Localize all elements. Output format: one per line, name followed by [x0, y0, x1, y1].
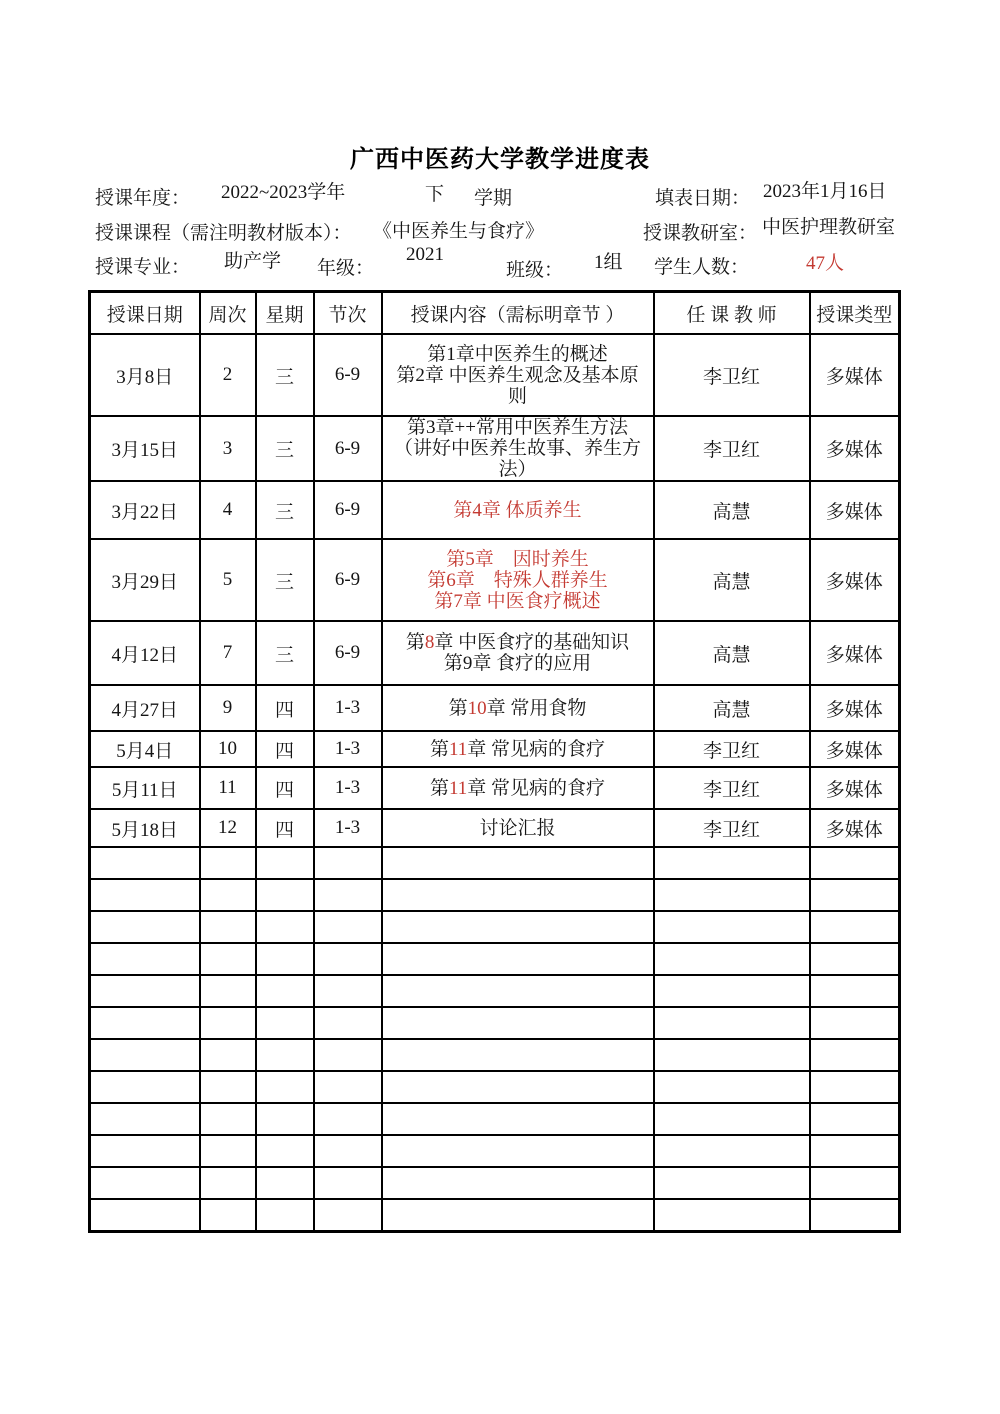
cell-empty — [654, 879, 810, 911]
cell-empty — [256, 1167, 314, 1199]
course-value: 《中医养生与食疗》 — [373, 221, 545, 242]
header-weekday: 星期 — [256, 292, 314, 335]
cell-empty — [654, 1167, 810, 1199]
cell-period: 6-9 — [314, 621, 382, 685]
content-segment: 第 — [405, 632, 425, 653]
cell-teacher: 高慧 — [654, 481, 810, 539]
cell-empty — [382, 911, 654, 943]
cell-period: 6-9 — [314, 416, 382, 481]
cell-empty — [810, 911, 900, 943]
cell-empty — [256, 975, 314, 1007]
cell-empty — [90, 879, 200, 911]
cell-empty — [256, 1135, 314, 1167]
cell-content — [382, 334, 654, 416]
table-header-row — [90, 292, 900, 335]
cell-empty — [382, 1071, 654, 1103]
cell-empty — [810, 1167, 900, 1199]
cell-content — [382, 539, 654, 621]
cell-content — [382, 685, 654, 731]
table-header-row-inner — [90, 292, 900, 335]
cell-teacher: 李卫红 — [654, 334, 810, 416]
content-segment: 章 常见病的食疗 — [467, 777, 606, 799]
cell-empty — [382, 1007, 654, 1039]
table-body — [90, 334, 900, 1231]
fill-date-label: 填表日期： — [655, 188, 751, 209]
cell-week: 10 — [200, 731, 256, 767]
cell-empty — [200, 975, 256, 1007]
cell-empty — [382, 975, 654, 1007]
header-week: 周次 — [200, 292, 256, 335]
cell-weekday: 四 — [256, 767, 314, 809]
header-date: 授课日期 — [90, 292, 200, 335]
cell-week: 2 — [200, 334, 256, 416]
cell-empty — [314, 1071, 382, 1103]
content-segment-red: 第7章 中医食疗概述 — [434, 590, 601, 612]
cell-empty — [654, 847, 810, 879]
table-empty-row — [90, 879, 900, 911]
content-segment-red: 10 — [467, 697, 487, 719]
cell-weekday: 三 — [256, 621, 314, 685]
content-segment: 第 — [448, 697, 468, 719]
students-label: 学生人数： — [654, 257, 750, 278]
cell-period: 1-3 — [314, 809, 382, 847]
table-row — [90, 539, 900, 621]
content-segment: 章 中医食疗的基础知识 — [434, 632, 630, 653]
content-line — [383, 739, 653, 760]
content-line — [383, 417, 653, 438]
content-segment: （讲好中医养生故事、养生方 — [393, 438, 641, 459]
cell-type: 多媒体 — [810, 539, 900, 621]
cell-empty — [314, 911, 382, 943]
cell-empty — [382, 1039, 654, 1071]
content-segment: 第9章 食疗的应用 — [443, 653, 592, 674]
cell-week: 3 — [200, 416, 256, 481]
table-empty-row — [90, 1071, 900, 1103]
cell-empty — [256, 1199, 314, 1231]
table-row — [90, 481, 900, 539]
cell-empty — [90, 943, 200, 975]
cell-type: 多媒体 — [810, 621, 900, 685]
content-line — [383, 365, 653, 386]
cell-content — [382, 621, 654, 685]
cell-empty — [314, 1135, 382, 1167]
content-segment: 第3章++常用中医养生方法 — [407, 417, 628, 438]
cell-type: 多媒体 — [810, 685, 900, 731]
cell-empty — [256, 1039, 314, 1071]
major-label: 授课专业： — [95, 257, 191, 278]
content-line — [383, 438, 653, 459]
course-label: 授课课程（需注明教材版本）： — [95, 223, 352, 244]
cell-empty — [382, 1199, 654, 1231]
content-line — [383, 778, 653, 799]
table-empty-row — [90, 1167, 900, 1199]
cell-empty — [654, 975, 810, 1007]
table-row — [90, 334, 900, 416]
year-label: 授课年度： — [95, 188, 191, 209]
semester-suffix: 学期 — [474, 188, 513, 209]
content-line — [383, 459, 653, 480]
content-segment: 章 常见病的食疗 — [467, 738, 606, 760]
table-empty-row — [90, 911, 900, 943]
cell-period: 6-9 — [314, 539, 382, 621]
cell-type: 多媒体 — [810, 416, 900, 481]
cell-empty — [90, 847, 200, 879]
content-line — [383, 570, 653, 591]
cell-week: 12 — [200, 809, 256, 847]
cell-content — [382, 767, 654, 809]
cell-empty — [256, 1007, 314, 1039]
cell-period: 6-9 — [314, 334, 382, 416]
content-line — [383, 591, 653, 612]
cell-empty — [810, 1007, 900, 1039]
cell-weekday: 三 — [256, 416, 314, 481]
cell-empty — [200, 1039, 256, 1071]
cell-type: 多媒体 — [810, 809, 900, 847]
cell-date: 3月15日 — [90, 416, 200, 481]
content-line — [383, 632, 653, 653]
cell-empty — [314, 975, 382, 1007]
dept-value: 中医护理教研室 — [762, 217, 896, 238]
table-row — [90, 621, 900, 685]
content-segment-red: 第6章 特殊人群养生 — [427, 569, 608, 591]
content-segment: 第2章 中医养生观念及基本原 — [396, 364, 639, 386]
cell-type: 多媒体 — [810, 767, 900, 809]
cell-date: 3月8日 — [90, 334, 200, 416]
cell-empty — [654, 1199, 810, 1231]
table-empty-row — [90, 1039, 900, 1071]
cell-empty — [256, 879, 314, 911]
cell-empty — [200, 1103, 256, 1135]
content-segment-red: 8 — [424, 632, 435, 653]
cell-period: 1-3 — [314, 685, 382, 731]
table-empty-row — [90, 943, 900, 975]
cell-content — [382, 809, 654, 847]
cell-teacher: 高慧 — [654, 685, 810, 731]
cell-teacher: 高慧 — [654, 539, 810, 621]
cell-empty — [90, 1199, 200, 1231]
cell-content — [382, 416, 654, 481]
content-line — [383, 549, 653, 570]
cell-week: 5 — [200, 539, 256, 621]
cell-empty — [654, 1135, 810, 1167]
cell-empty — [654, 911, 810, 943]
table-empty-row — [90, 1103, 900, 1135]
cell-empty — [90, 1071, 200, 1103]
cell-empty — [90, 1007, 200, 1039]
cell-week: 4 — [200, 481, 256, 539]
header-period: 节次 — [314, 292, 382, 335]
cell-empty — [382, 943, 654, 975]
cell-empty — [810, 943, 900, 975]
content-segment-red: 11 — [448, 777, 468, 799]
cell-weekday: 四 — [256, 809, 314, 847]
cell-empty — [256, 911, 314, 943]
cell-type: 多媒体 — [810, 731, 900, 767]
cell-empty — [382, 847, 654, 879]
table-empty-row — [90, 1135, 900, 1167]
cell-period: 1-3 — [314, 767, 382, 809]
cell-empty — [200, 1135, 256, 1167]
class-label: 班级： — [506, 260, 564, 281]
content-line — [383, 818, 653, 839]
cell-empty — [810, 879, 900, 911]
cell-weekday: 三 — [256, 481, 314, 539]
semester-value: 下 — [425, 184, 445, 205]
cell-empty — [314, 1103, 382, 1135]
cell-empty — [90, 1167, 200, 1199]
content-line — [383, 653, 653, 674]
cell-empty — [200, 1071, 256, 1103]
cell-period: 1-3 — [314, 731, 382, 767]
content-segment: 则 — [507, 385, 527, 407]
page-title: 广西中医药大学教学进度表 — [350, 146, 650, 173]
content-segment: 章 常用食物 — [486, 697, 587, 719]
table-empty-row — [90, 975, 900, 1007]
cell-empty — [810, 847, 900, 879]
table-row — [90, 416, 900, 481]
cell-content — [382, 481, 654, 539]
cell-date: 4月12日 — [90, 621, 200, 685]
content-line — [383, 698, 653, 719]
cell-empty — [314, 1007, 382, 1039]
cell-date: 4月27日 — [90, 685, 200, 731]
cell-empty — [200, 943, 256, 975]
cell-empty — [654, 1103, 810, 1135]
dept-label: 授课教研室： — [643, 223, 758, 244]
content-segment: 法） — [498, 459, 537, 480]
cell-type: 多媒体 — [810, 481, 900, 539]
cell-empty — [810, 1039, 900, 1071]
major-value: 助产学 — [224, 251, 282, 272]
table-row — [90, 731, 900, 767]
cell-empty — [200, 911, 256, 943]
cell-empty — [90, 1135, 200, 1167]
header-teacher: 任 课 教 师 — [654, 292, 810, 335]
cell-empty — [810, 1071, 900, 1103]
content-segment-red: 11 — [448, 738, 468, 760]
cell-week: 9 — [200, 685, 256, 731]
cell-empty — [654, 943, 810, 975]
cell-empty — [256, 1103, 314, 1135]
cell-empty — [810, 1103, 900, 1135]
cell-empty — [200, 1007, 256, 1039]
cell-empty — [200, 879, 256, 911]
cell-empty — [382, 879, 654, 911]
cell-empty — [382, 1167, 654, 1199]
cell-empty — [654, 1007, 810, 1039]
cell-teacher: 李卫红 — [654, 416, 810, 481]
cell-empty — [200, 847, 256, 879]
grade-value: 2021 — [406, 244, 444, 265]
cell-empty — [314, 1199, 382, 1231]
content-segment: 讨论汇报 — [479, 817, 556, 839]
students-value: 47人 — [806, 253, 845, 274]
cell-empty — [90, 1039, 200, 1071]
content-segment: 第1章中医养生的概述 — [427, 343, 608, 365]
cell-empty — [810, 975, 900, 1007]
cell-type: 多媒体 — [810, 334, 900, 416]
cell-teacher: 李卫红 — [654, 809, 810, 847]
grade-label: 年级： — [317, 258, 375, 279]
cell-empty — [256, 1071, 314, 1103]
cell-period: 6-9 — [314, 481, 382, 539]
cell-empty — [90, 911, 200, 943]
cell-weekday: 三 — [256, 539, 314, 621]
cell-empty — [200, 1199, 256, 1231]
cell-empty — [382, 1103, 654, 1135]
content-line — [383, 344, 653, 365]
cell-teacher: 高慧 — [654, 621, 810, 685]
cell-weekday: 三 — [256, 334, 314, 416]
cell-empty — [810, 1199, 900, 1231]
table-row — [90, 809, 900, 847]
cell-date: 5月11日 — [90, 767, 200, 809]
cell-empty — [90, 975, 200, 1007]
cell-empty — [256, 847, 314, 879]
table-row — [90, 767, 900, 809]
fill-date-value: 2023年1月16日 — [763, 181, 887, 202]
cell-date: 5月18日 — [90, 809, 200, 847]
table-row — [90, 685, 900, 731]
header-type: 授课类型 — [810, 292, 900, 335]
cell-empty — [810, 1135, 900, 1167]
year-value: 2022~2023学年 — [221, 182, 346, 203]
cell-weekday: 四 — [256, 685, 314, 731]
cell-empty — [654, 1071, 810, 1103]
cell-content — [382, 731, 654, 767]
table-empty-row — [90, 1199, 900, 1231]
cell-empty — [200, 1167, 256, 1199]
cell-empty — [314, 847, 382, 879]
content-line — [383, 500, 653, 521]
content-segment: 第 — [429, 777, 449, 799]
content-segment-red: 第4章 体质养生 — [453, 499, 582, 521]
cell-empty — [256, 943, 314, 975]
cell-empty — [314, 943, 382, 975]
header-content: 授课内容（需标明章节 ） — [382, 292, 654, 335]
cell-week: 7 — [200, 621, 256, 685]
cell-weekday: 四 — [256, 731, 314, 767]
cell-date: 5月4日 — [90, 731, 200, 767]
content-segment-red: 第5章 因时养生 — [446, 548, 589, 570]
cell-empty — [382, 1135, 654, 1167]
class-value: 1组 — [594, 252, 623, 273]
cell-week: 11 — [200, 767, 256, 809]
cell-date: 3月29日 — [90, 539, 200, 621]
table-empty-row — [90, 847, 900, 879]
cell-empty — [314, 1167, 382, 1199]
cell-empty — [314, 879, 382, 911]
cell-date: 3月22日 — [90, 481, 200, 539]
cell-empty — [314, 1039, 382, 1071]
cell-teacher: 李卫红 — [654, 767, 810, 809]
cell-empty — [90, 1103, 200, 1135]
content-line — [383, 386, 653, 407]
cell-empty — [654, 1039, 810, 1071]
cell-teacher: 李卫红 — [654, 731, 810, 767]
content-segment: 第 — [429, 738, 449, 760]
table-empty-row — [90, 1007, 900, 1039]
schedule-table — [88, 290, 901, 1233]
